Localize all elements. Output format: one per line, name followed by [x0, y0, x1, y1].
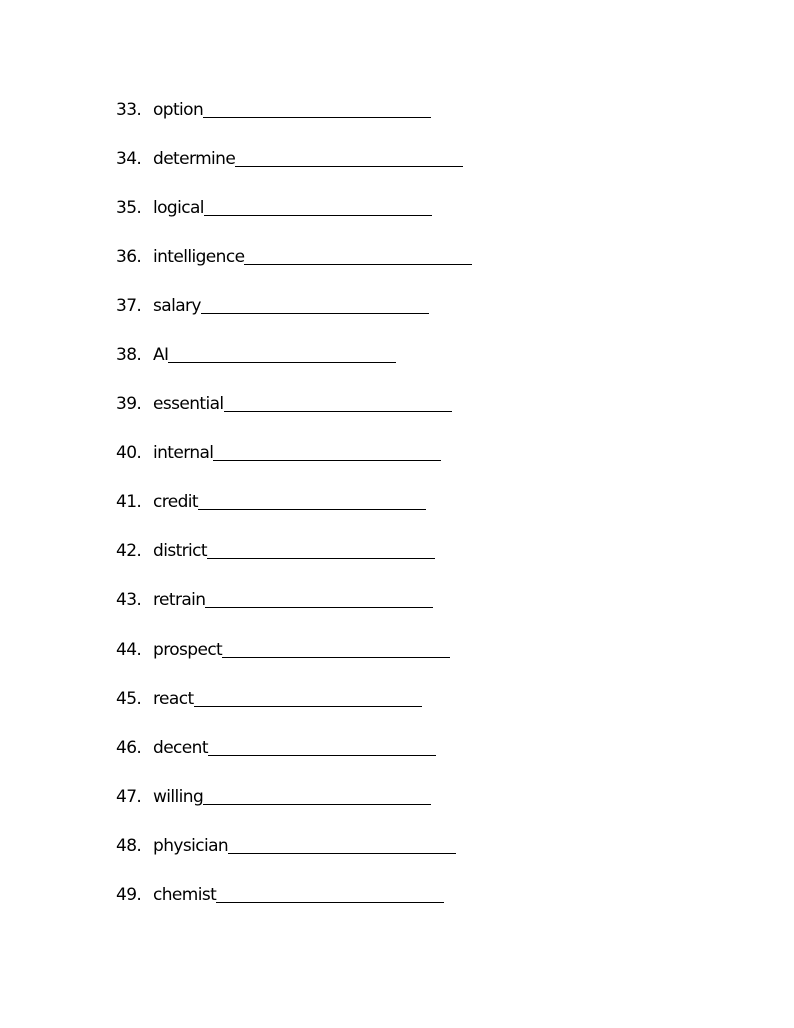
item-word: logical — [153, 198, 204, 219]
answer-blank[interactable] — [235, 145, 463, 167]
answer-blank[interactable] — [205, 586, 433, 608]
item-word: credit — [153, 492, 199, 513]
list-item — [116, 96, 472, 145]
item-number: 48. — [116, 835, 142, 856]
item-number: 41. — [116, 492, 142, 513]
list-item — [116, 685, 472, 734]
item-word: AI — [153, 345, 169, 366]
list-item — [116, 881, 472, 930]
item-word: intelligence — [153, 247, 245, 268]
answer-blank[interactable] — [201, 292, 429, 314]
item-number: 43. — [116, 590, 142, 611]
vocabulary-list — [116, 96, 472, 930]
item-number: 39. — [116, 394, 142, 415]
item-word: physician — [153, 835, 229, 856]
answer-blank[interactable] — [216, 881, 444, 903]
item-number: 33. — [116, 100, 142, 120]
item-word: determine — [153, 149, 236, 170]
item-word: salary — [153, 296, 201, 317]
item-number: 37. — [116, 296, 142, 317]
item-number: 35. — [116, 198, 142, 219]
answer-blank[interactable] — [203, 96, 431, 118]
item-word: district — [153, 541, 207, 562]
answer-blank[interactable] — [208, 734, 436, 756]
item-number: 36. — [116, 247, 142, 268]
list-item — [116, 243, 472, 292]
item-number: 38. — [116, 345, 142, 366]
list-item — [116, 390, 472, 439]
answer-blank[interactable] — [198, 488, 426, 510]
list-item — [116, 439, 472, 488]
answer-blank[interactable] — [168, 341, 396, 363]
list-item — [116, 341, 472, 390]
item-word: decent — [153, 737, 208, 758]
answer-blank[interactable] — [213, 439, 441, 461]
item-number: 46. — [116, 737, 142, 758]
list-item — [116, 292, 472, 341]
item-number: 40. — [116, 443, 142, 464]
list-item — [116, 194, 472, 243]
list-item — [116, 537, 472, 586]
item-word: essential — [153, 394, 224, 415]
answer-blank[interactable] — [228, 832, 456, 854]
answer-blank[interactable] — [222, 636, 450, 658]
list-item — [116, 145, 472, 194]
item-word: retrain — [153, 590, 206, 611]
item-word: internal — [153, 443, 214, 464]
answer-blank[interactable] — [204, 194, 432, 216]
list-item — [116, 832, 472, 881]
item-number: 44. — [116, 639, 142, 660]
list-item — [116, 488, 472, 537]
item-word: prospect — [153, 639, 223, 660]
item-number: 49. — [116, 884, 142, 905]
list-item — [116, 636, 472, 685]
list-item — [116, 783, 472, 832]
answer-blank[interactable] — [203, 783, 431, 805]
item-number: 34. — [116, 149, 142, 170]
item-number: 45. — [116, 688, 142, 709]
item-word: option — [153, 100, 204, 120]
answer-blank[interactable] — [224, 390, 452, 412]
item-number: 42. — [116, 541, 142, 562]
item-word: chemist — [153, 884, 217, 905]
answer-blank[interactable] — [194, 685, 422, 707]
list-item — [116, 586, 472, 635]
list-item — [116, 734, 472, 783]
item-word: react — [153, 688, 194, 709]
item-number: 47. — [116, 786, 142, 807]
answer-blank[interactable] — [207, 537, 435, 559]
item-word: willing — [153, 786, 204, 807]
answer-blank[interactable] — [244, 243, 472, 265]
